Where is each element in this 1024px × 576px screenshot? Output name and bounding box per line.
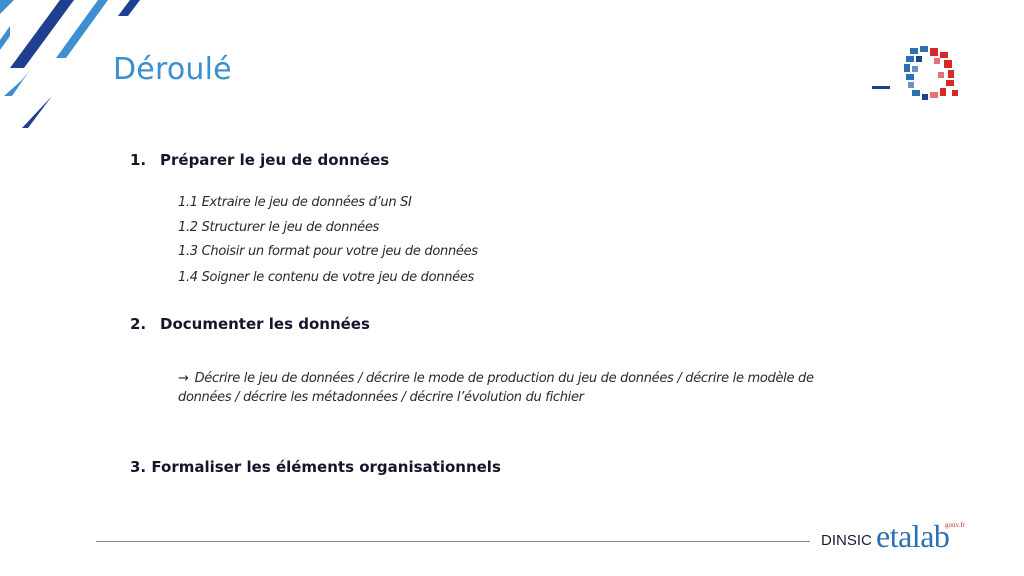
- subitem-1-3: 1.3 Choisir un format pour votre jeu de données: [178, 244, 478, 259]
- footer-divider: [96, 541, 810, 542]
- section-2-detail: [178, 369, 828, 407]
- section-3-label: Formaliser les éléments organisationnels: [151, 458, 501, 476]
- etalab-logo-suffix: gouv.fr: [945, 521, 965, 529]
- section-2-heading: [130, 315, 370, 333]
- etalab-logo: etalab: [876, 518, 950, 554]
- section-2-detail-text: Décrire le jeu de données / décrire le mode de production du jeu de données / décrire le modèle de données / décrire les métadonnées / décrire l’évolution du fichier: [178, 371, 814, 405]
- subitem-1-2: 1.2 Structurer le jeu de données: [178, 220, 380, 235]
- section-1-number: 1.: [130, 151, 147, 169]
- section-1-label: Préparer le jeu de données: [160, 151, 390, 169]
- section-2-number: 2.: [130, 315, 147, 333]
- footer-org: DINSIC: [821, 532, 872, 549]
- section-3-heading: [130, 458, 501, 476]
- subitem-1-1: 1.1 Extraire le jeu de données d’un SI: [178, 195, 412, 210]
- slide-title: Déroulé: [113, 52, 232, 87]
- subitem-1-4: 1.4 Soigner le contenu de votre jeu de données: [178, 270, 474, 285]
- marianne-logo-icon: [868, 44, 964, 104]
- arrow-right-icon: →: [178, 371, 189, 386]
- section-3-number: 3.: [130, 458, 147, 476]
- section-2-label: Documenter les données: [160, 315, 370, 333]
- section-1-heading: [130, 151, 389, 169]
